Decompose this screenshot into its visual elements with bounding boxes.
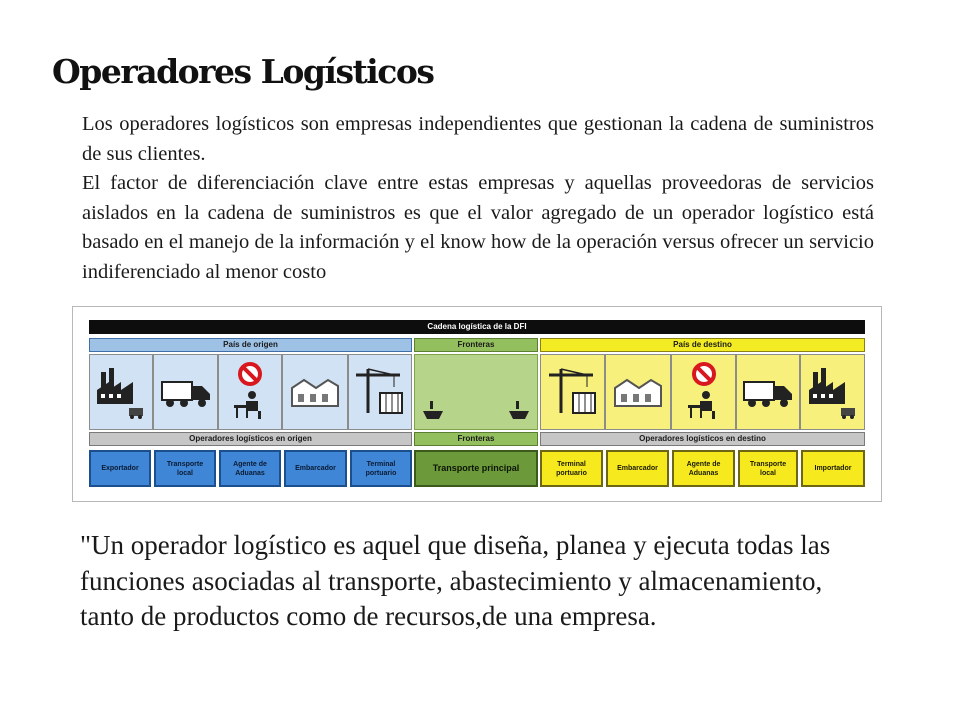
intro-paragraph-1: Los operadores logísticos son empresas independientes que gestionan la cadena de suministros de sus clientes. [82,113,874,165]
definition-quote: "Un operador logístico es aquel que diseña, planea y ejecuta todas las funciones asociadas al transporte, abastecimiento y almacenamiento, tanto de productos como de recursos,de una empresa. [80,530,831,631]
truck-icon [158,372,214,412]
operator-destination-local-transport: Transporte local [738,450,798,487]
operator-destination-port-terminal: Terminal portuario [540,450,603,487]
warehouse-icon [288,372,342,412]
customs-agent-icon [682,361,726,423]
destination-cell-port-terminal [540,354,605,430]
operator-origin-exporter: Exportador [89,450,151,487]
group-border: Fronteras [414,432,538,446]
operator-origin-port-terminal: Terminal portuario [350,450,412,487]
border-cell [414,354,538,430]
group-destination-operators: Operadores logísticos en destino [540,432,865,446]
operator-origin-shipper: Embarcador [284,450,347,487]
group-origin-operators: Operadores logísticos en origen [89,432,412,446]
truck-icon [740,372,796,412]
ship-icon [421,399,445,421]
port-crane-icon [547,365,599,419]
intro-paragraph-2: El factor de diferenciación clave entre estas empresas y aquellas proveedoras de servicios aislados en la cadena de suministros es que el valor agregado de un operador logístico está basado en el manejo de la información y el know how de la operación versus ofrecer un servicio indiferenciado al menor costo [82,172,874,283]
operator-origin-customs-agent: Agente de Aduanas [219,450,281,487]
customs-agent-icon [228,361,272,423]
factory-icon [95,364,147,420]
logistics-chain-diagram [72,306,882,502]
ship-icon [507,399,531,421]
destination-cell-local-transport [736,354,800,430]
origin-cell-shipper [282,354,348,430]
section-border-header: Fronteras [414,338,538,352]
origin-cell-local-transport [153,354,218,430]
section-origin-header: País de origen [89,338,412,352]
destination-cell-importer [800,354,865,430]
destination-cell-customs-agent [671,354,736,430]
intro-text [82,110,874,287]
warehouse-icon [611,372,665,412]
operator-main-transport: Transporte principal [414,450,538,487]
port-crane-icon [354,365,406,419]
operator-origin-local-transport: Transporte local [154,450,216,487]
origin-cell-exporter [89,354,153,430]
page-title: Operadores Logísticos [52,52,434,91]
diagram-header: Cadena logística de la DFI [89,320,865,334]
origin-cell-customs-agent [218,354,282,430]
section-destination-header: País de destino [540,338,865,352]
origin-cell-port-terminal [348,354,412,430]
operator-destination-shipper: Embarcador [606,450,669,487]
factory-icon [807,364,859,420]
operator-destination-customs-agent: Agente de Aduanas [672,450,735,487]
operator-destination-importer: Importador [801,450,865,487]
destination-cell-shipper [605,354,671,430]
